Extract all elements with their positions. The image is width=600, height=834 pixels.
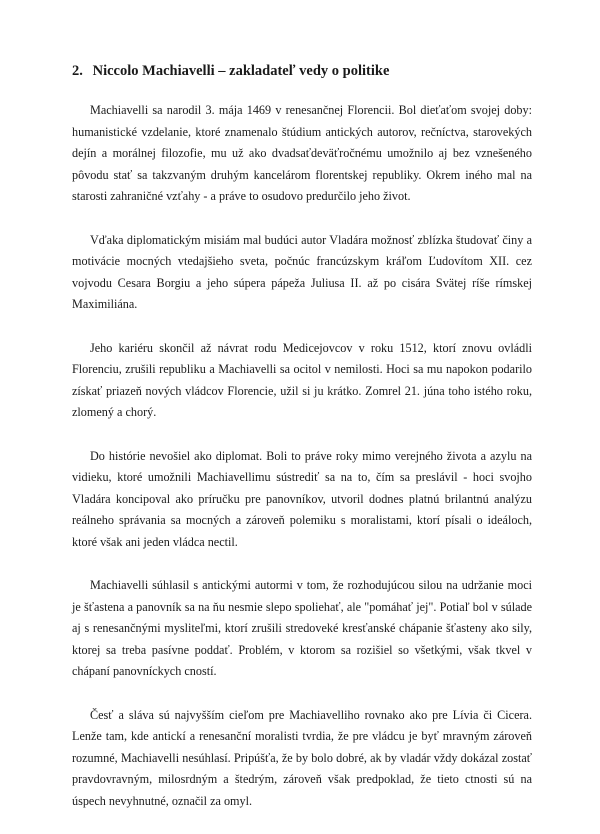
paragraph-4: Do histórie nevošiel ako diplomat. Boli to práve roky mimo verejného života a azylu na vidieku, ktoré umožnili Machiavellimu sústrediť sa na to, čím sa preslávil - hoci svojho Vladára koncipoval ako príručku pre panovníkov, utvoril dodnes platnú brilantnú analýzu reálneho správania sa mocných a zároveň polemiku s moralistami, ktorí písali o ideáloch, ktoré však ani jeden vládca nectil. <box>72 448 532 549</box>
document-page <box>72 62 532 834</box>
section-heading <box>72 62 532 80</box>
paragraph-1: Machiavelli sa narodil 3. mája 1469 v renesančnej Florencii. Bol dieťaťom svojej doby: humanistické vzdelanie, ktoré znamenalo štúdium antických autorov, rečníctva, starovekých dejín a morálnej filozofie, mu už ako dvadsaťdeväťročnému umožnilo aj bez vznešeného pôvodu stať sa takzvaným druhým kancelárom florentskej republiky. Okrem iného mal na starosti zahraničné vzťahy - a práve to osudovo predurčilo jeho život. <box>72 103 532 204</box>
paragraph-3: Jeho kariéru skončil až návrat rodu Medicejovcov v roku 1512, ktorí znovu ovládli Florenciu, zrušili republiku a Machiavelli sa ocitol v nemilosti. Hoci sa mu napokon podarilo získať priazeň nových vládcov Florencie, užil si ju krátko. Zomrel 21. júna toho istého roku, zlomený a chorý. <box>72 340 532 420</box>
paragraph-5: Machiavelli súhlasil s antickými autormi v tom, že rozhodujúcou silou na udržanie moci je šťastena a panovník sa na ňu nesmie slepo spoliehať, ale "pomáhať jej". Potiaľ bol v súlade aj s renesančnými mysliteľmi, ktorí zrušili stredoveké kresťanské chápanie šťasteny ako sily, ktorej sa treba pasívne poddať. Problém, v ktorom sa rozišiel so všetkými, však tkvel v chápaní panovníckych cností. <box>72 578 532 679</box>
paragraph-2: Vďaka diplomatickým misiám mal budúci autor Vladára možnosť zblízka študovať činy a motivácie mocných vtedajšieho sveta, počnúc francúzskym kráľom Ľudovítom XII. cez vojvodu Cesara Borgiu a jeho súpera pápeža Juliusa II. až po cisára Svätej ríše rímskej Maximiliána. <box>72 232 532 312</box>
paragraph-6: Česť a sláva sú najvyšším cieľom pre Machiavelliho rovnako ako pre Lívia či Cicera. Lenže tam, kde antickí a renesanční moralisti tvrdia, že pre vládcu je byť mravným zároveň rozumné, Machiavelli nesúhlasí. Pripúšťa, že by bolo dobré, ak by vladár vždy dokázal zostať pravdovravným, milosrdným a štedrým, zároveň však predpoklad, že tieto ctnosti sú na úspech nevyhnutné, označil za omyl. <box>72 707 532 808</box>
section-title: Niccolo Machiavelli – zakladateľ vedy o politike <box>92 63 390 79</box>
section-number: 2. <box>72 63 83 79</box>
